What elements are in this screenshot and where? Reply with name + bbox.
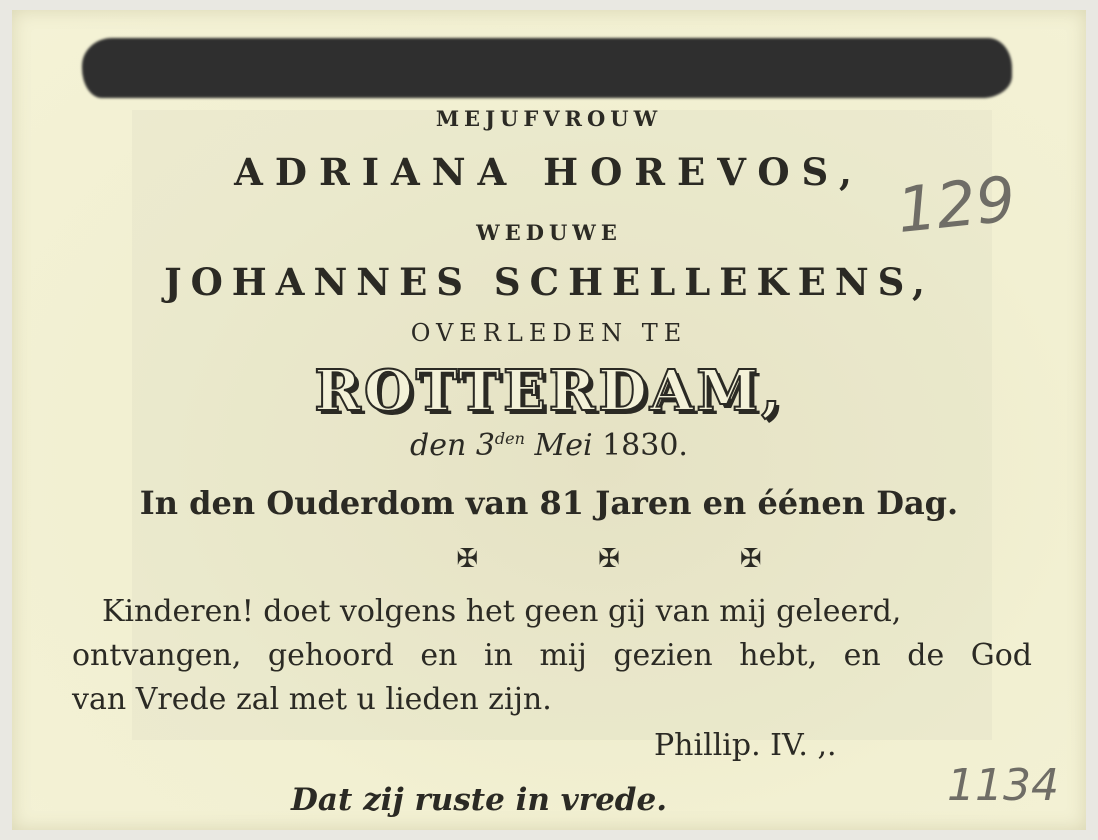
date-suffix: den bbox=[494, 429, 525, 448]
cross-ornaments: ✠✠✠ bbox=[456, 544, 882, 574]
verse-line-1: Kinderen! doet volgens het geen gij van mij geleerd, bbox=[102, 594, 902, 629]
died-at-line: OVERLEDEN TE bbox=[410, 319, 688, 347]
handwritten-number-bottom: 1134 bbox=[947, 760, 1059, 811]
deceased-name: ADRIANA HOREVOS, bbox=[234, 150, 864, 194]
title-line: MEJUFVROUW bbox=[435, 106, 663, 131]
date-year: 1830. bbox=[592, 428, 688, 463]
prayer-card bbox=[12, 10, 1086, 830]
verse-line-3: van Vrede zal met u lieden zijn. bbox=[72, 682, 552, 717]
scripture-reference: Phillip. IV. ,. bbox=[654, 728, 837, 763]
husband-name: JOHANNES SCHELLEKENS, bbox=[164, 260, 934, 304]
date-line bbox=[12, 428, 1086, 463]
relation-line: WEDUWE bbox=[476, 220, 622, 245]
age-line: In den Ouderdom van 81 Jaren en éénen Dag. bbox=[139, 484, 959, 522]
handwritten-number-top: 129 bbox=[893, 162, 1019, 247]
redaction-bar bbox=[82, 38, 1012, 98]
verse-line-2: ontvangen, gehoord en in mij gezien hebt, en de God bbox=[72, 638, 1032, 673]
closing-line: Dat zij ruste in vrede. bbox=[291, 782, 667, 818]
date-month: Mei bbox=[524, 428, 593, 463]
city-name: ROTTERDAM, bbox=[314, 358, 784, 424]
date-prefix: den 3 bbox=[410, 428, 495, 463]
